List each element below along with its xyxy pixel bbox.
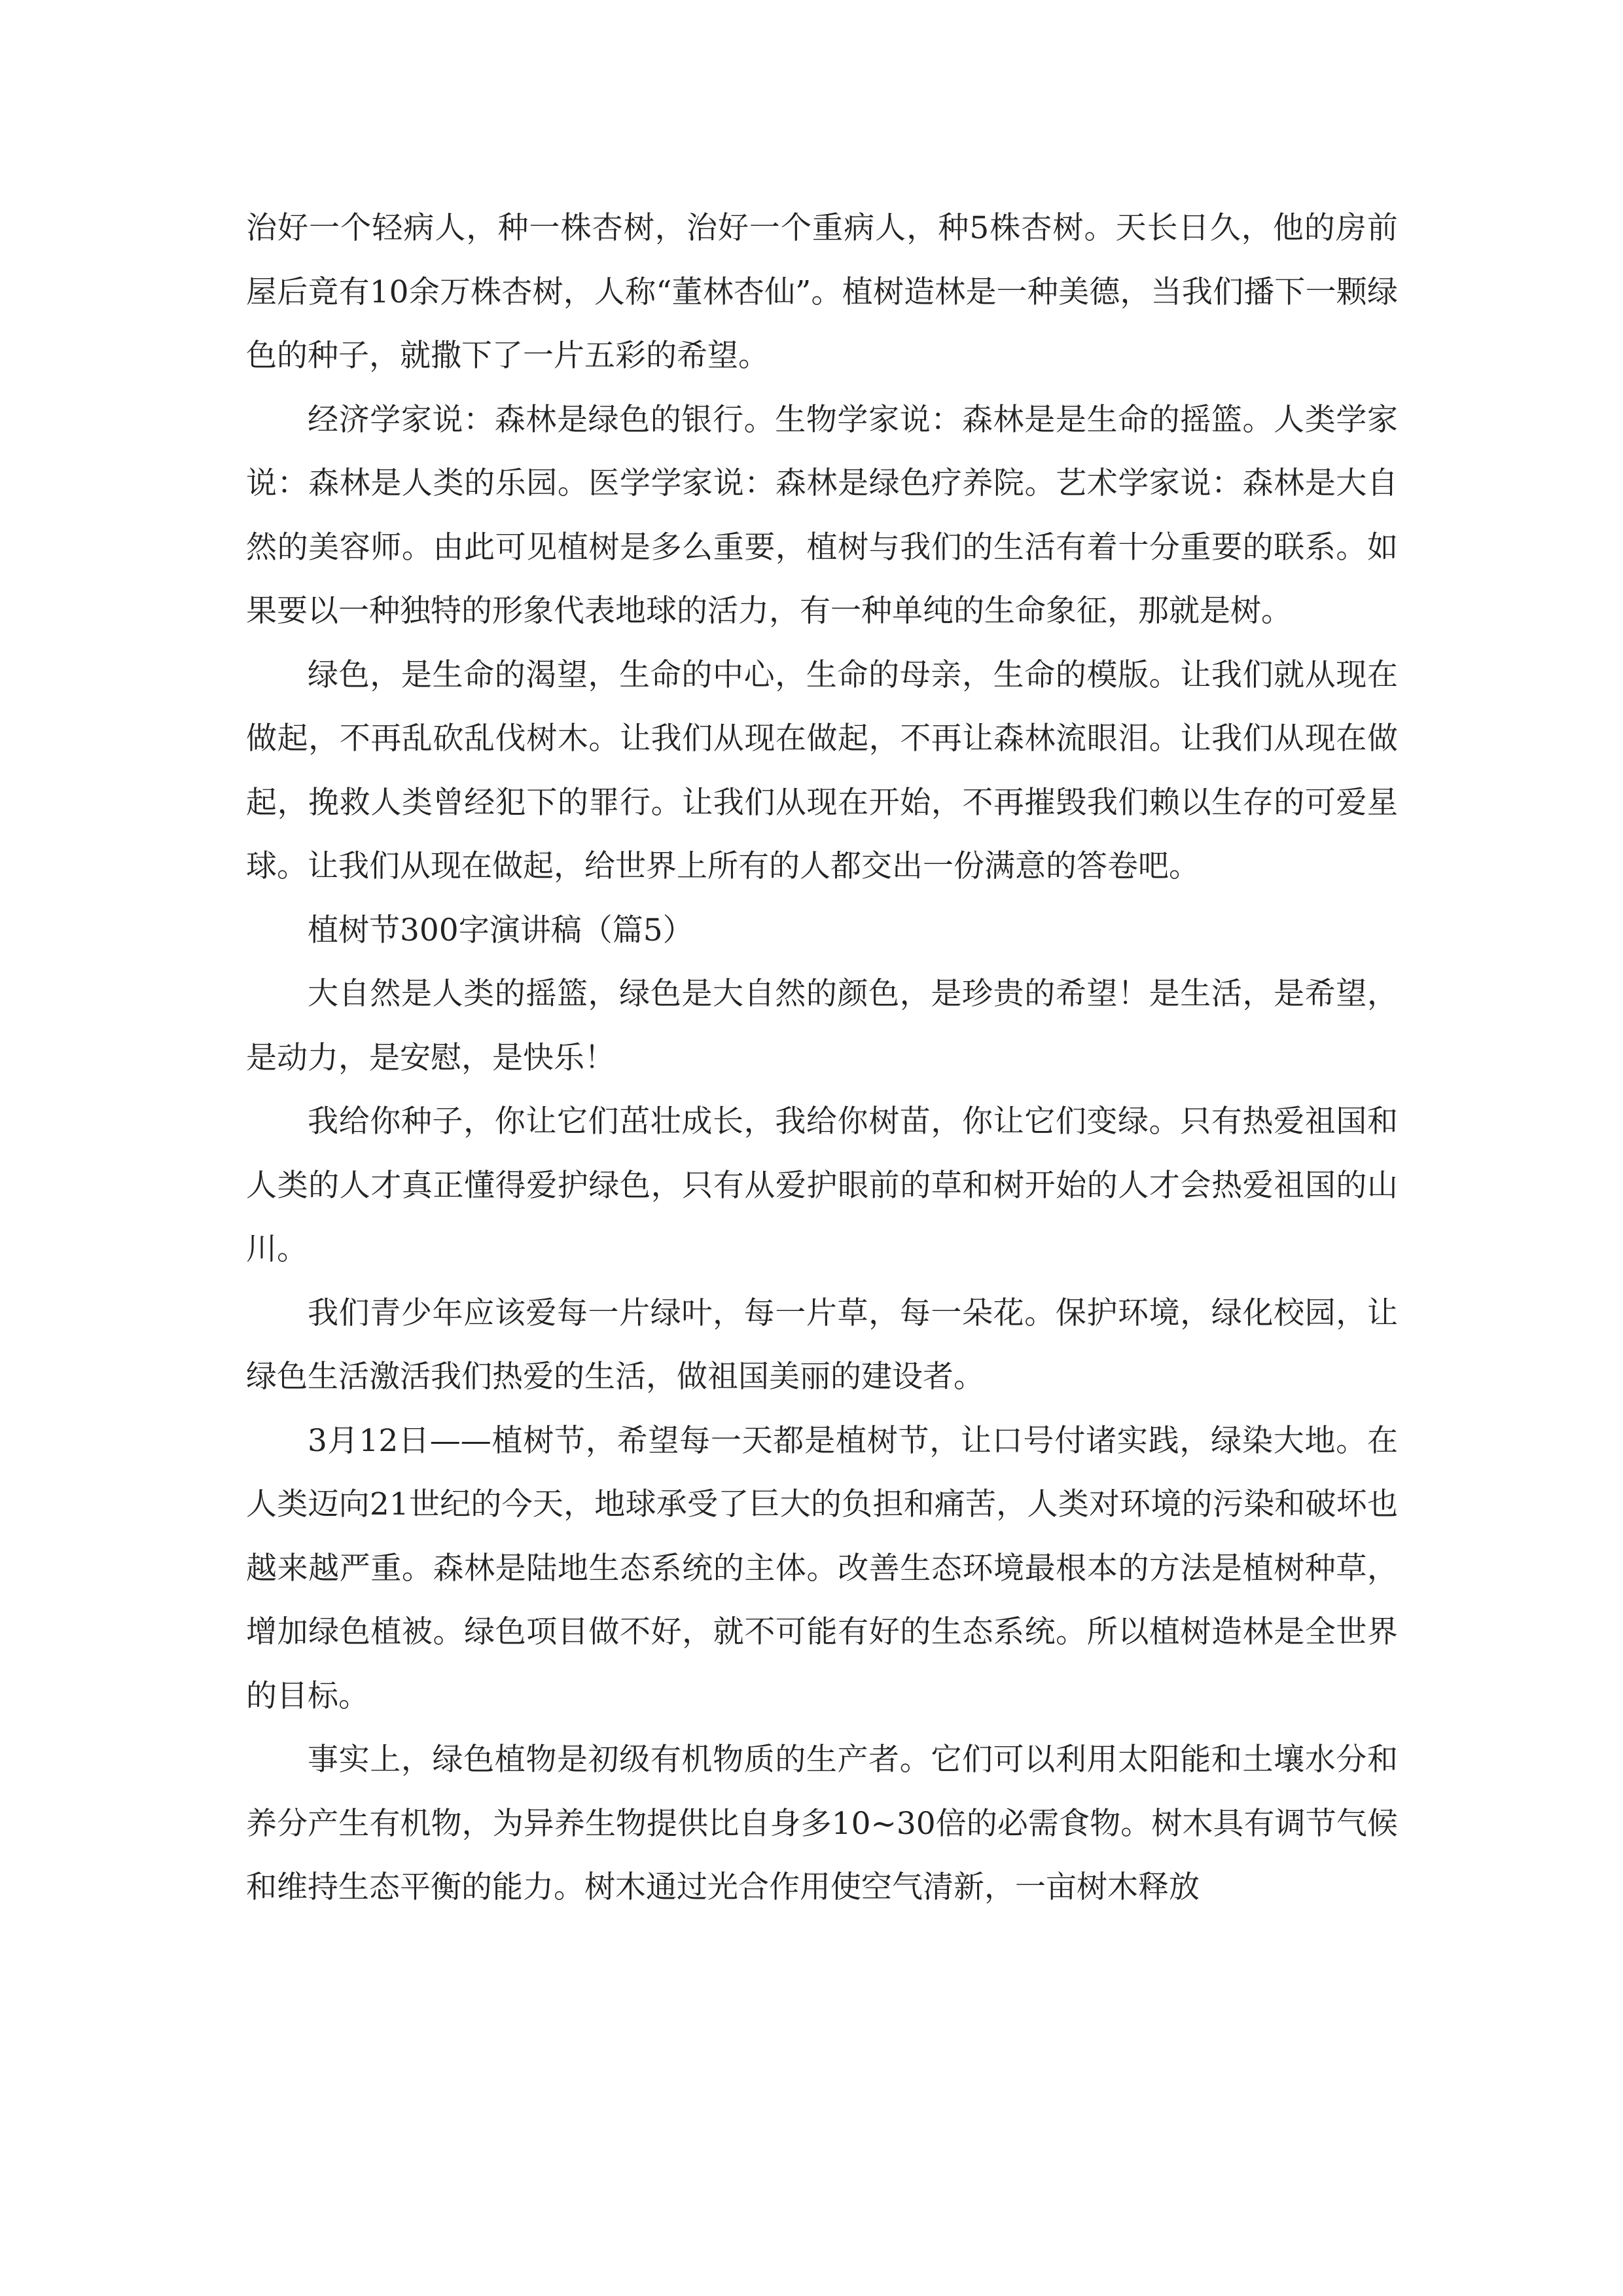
paragraph-green-life: 绿色，是生命的渴望，生命的中心，生命的母亲，生命的模版。让我们就从现在做起，不再乱砍乱伐树木。让我们从现在做起，不再让森林流眼泪。让我们从现在做起，挽救人类曾经犯下的罪行。让我们从现在开始，不再摧毁我们赖以生存的可爱星球。让我们从现在做起，给世界上所有的人都交出一份满意的答卷吧。 <box>246 656 1398 884</box>
paragraph-green-plants: 事实上，绿色植物是初级有机物质的生产者。它们可以利用太阳能和土壤水分和养分产生有机物，为异养生物提供比自身多10~30倍的必需食物。树木具有调节气候和维持生态平衡的能力。树木通过光合作用使空气清新，一亩树木释放 <box>246 1742 1398 1905</box>
paragraph-seeds: 我给你种子，你让它们茁壮成长，我给你树苗，你让它们变绿。只有热爱祖国和人类的人才真正懂得爱护绿色，只有从爱护眼前的草和树开始的人才会热爱祖国的山川。 <box>246 1103 1398 1267</box>
paragraph-continuation: 治好一个轻病人，种一株杏树，治好一个重病人，种5株杏树。天长日久，他的房前屋后竟有10余万株杏树，人称“董林杏仙”。植树造林是一种美德，当我们播下一颗绿色的种子，就撒下了一片五彩的希望。 <box>246 210 1398 374</box>
document-body <box>246 196 1398 1920</box>
paragraph-forest-experts: 经济学家说：森林是绿色的银行。生物学家说：森林是是生命的摇篮。人类学家说：森林是人类的乐园。医学学家说：森林是绿色疗养院。艺术学家说：森林是大自然的美容师。由此可见植树是多么重要，植树与我们的生活有着十分重要的联系。如果要以一种独特的形象代表地球的活力，有一种单纯的生命象征，那就是树。 <box>246 401 1398 629</box>
paragraph-nature-cradle: 大自然是人类的摇篮，绿色是大自然的颜色，是珍贵的希望！是生活，是希望，是动力，是安慰，是快乐！ <box>246 976 1398 1076</box>
paragraph-youth: 我们青少年应该爱每一片绿叶，每一片草，每一朵花。保护环境，绿化校园，让绿色生活激活我们热爱的生活，做祖国美丽的建设者。 <box>246 1295 1398 1395</box>
paragraph-arbor-day: 3月12日——植树节，希望每一天都是植树节，让口号付诸实践，绿染大地。在人类迈向21世纪的今天，地球承受了巨大的负担和痛苦，人类对环境的污染和破坏也越来越严重。森林是陆地生态系统的主体。改善生态环境最根本的方法是植树种草，增加绿色植被。绿色项目做不好，就不可能有好的生态系统。所以植树造林是全世界的目标。 <box>246 1422 1398 1714</box>
section-heading: 植树节300字演讲稿（篇5） <box>308 912 694 948</box>
